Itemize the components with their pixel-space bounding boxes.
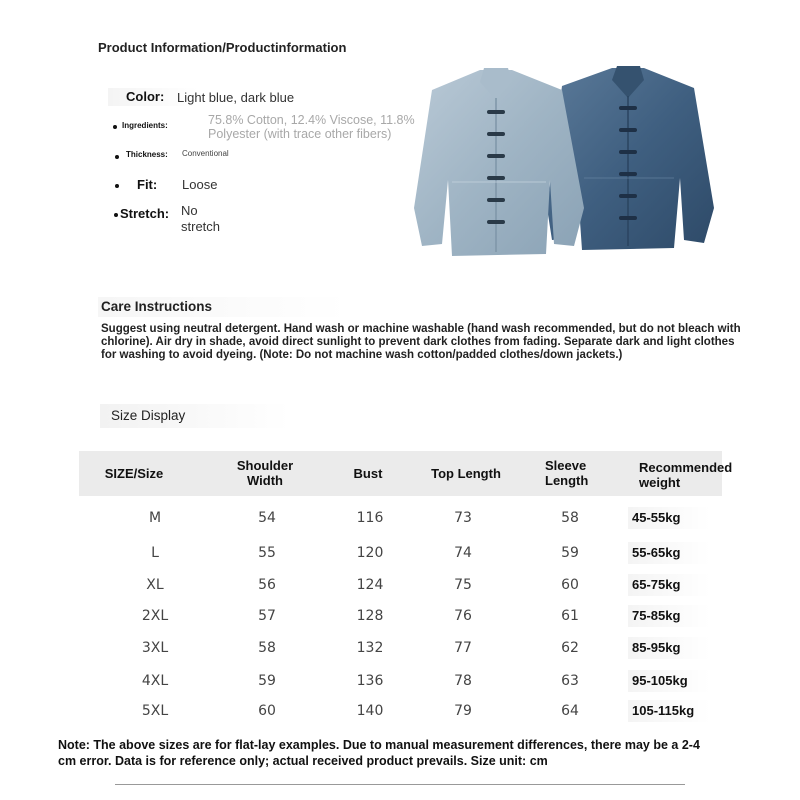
cell-length: 79: [454, 703, 472, 719]
cell-size: 4XL: [141, 673, 169, 689]
color-value: Light blue, dark blue: [177, 90, 295, 105]
care-title: Care Instructions: [101, 299, 213, 314]
cell-bust: 128: [356, 608, 384, 624]
cell-bust: 124: [356, 577, 384, 593]
cell-sleeve: 64: [561, 703, 579, 719]
ingredients-label: Ingredients:: [122, 121, 168, 130]
header-sleeve-line1: Sleeve: [545, 458, 587, 473]
thickness-bullet: [115, 155, 119, 159]
cell-sleeve: 59: [561, 545, 579, 561]
cell-weight: 105-115kg: [632, 703, 695, 718]
color-label: Color:: [126, 89, 165, 104]
header-shoulder: [225, 458, 305, 488]
cell-sleeve: 58: [561, 510, 579, 526]
size-display-title: Size Display: [111, 408, 186, 423]
cell-size: 2XL: [141, 608, 169, 624]
stretch-label: Stretch:: [120, 206, 170, 221]
cell-shoulder: 54: [258, 510, 276, 526]
product-info-title: Product Information/Productinformation: [98, 40, 347, 55]
cell-shoulder: 60: [258, 703, 276, 719]
cell-weight: 55-65kg: [632, 545, 681, 560]
note-block: [58, 737, 778, 769]
cell-bust: 136: [356, 673, 384, 689]
cell-shoulder: 57: [258, 608, 276, 624]
cell-bust: 120: [356, 545, 384, 561]
cell-bust: 140: [356, 703, 384, 719]
cell-length: 78: [454, 673, 472, 689]
cell-bust: 116: [356, 510, 384, 526]
stretch-value-2: stretch: [181, 219, 221, 234]
header-bust: Bust: [353, 466, 383, 481]
cell-weight: 75-85kg: [632, 608, 681, 623]
cell-size: XL: [146, 577, 164, 593]
cell-size: 3XL: [141, 640, 169, 656]
fit-value: Loose: [182, 177, 218, 192]
fit-bullet: [115, 184, 119, 188]
header-sleeve-line2: Length: [545, 473, 589, 488]
cell-shoulder: 55: [258, 545, 276, 561]
thickness-label: Thickness:: [126, 150, 168, 159]
cell-shoulder: 56: [258, 577, 276, 593]
stretch-bullet: [114, 213, 118, 217]
header-size: SIZE/Size: [104, 466, 164, 481]
header-shoulder-line1: Shoulder: [236, 458, 294, 473]
ingredients-value: 75.8% Cotton, 12.4% Viscose, 11.8% Polyester (with trace other fibers): [208, 113, 415, 141]
cell-sleeve: 63: [561, 673, 579, 689]
ingredients-bullet: [113, 125, 117, 129]
header-weight-line2: weight: [639, 475, 681, 490]
fit-row: [137, 177, 157, 192]
care-line-1: Suggest using neutral detergent. Hand wash or machine washable (hand wash recommended, but do not bleach with: [101, 323, 741, 335]
color-row: [126, 89, 164, 104]
cell-length: 77: [454, 640, 472, 656]
cell-sleeve: 62: [561, 640, 579, 656]
cell-length: 73: [454, 510, 472, 526]
care-line-3: for washing to avoid dyeing. (Note: Do not machine wash cotton/padded clothes/down jackets.): [101, 349, 623, 361]
stretch-row: [120, 206, 169, 221]
thickness-value: Conventional: [182, 149, 229, 158]
cell-weight: 85-95kg: [632, 640, 681, 655]
cell-size: 5XL: [141, 703, 169, 719]
product-photo: [412, 58, 722, 268]
fit-label: Fit:: [137, 177, 158, 192]
ingredients-row: [122, 121, 168, 130]
cell-length: 74: [454, 545, 472, 561]
care-text-block: [101, 323, 781, 362]
cell-shoulder: 59: [258, 673, 276, 689]
header-top-length: Top Length: [431, 466, 501, 481]
care-line-2: chlorine). Air dry in shade, avoid direct sunlight to prevent dark clothes from fading. Separate dark and light clothes: [101, 336, 735, 348]
cell-weight: 95-105kg: [632, 673, 688, 688]
header-shoulder-line2: Width: [247, 473, 283, 488]
cell-bust: 132: [356, 640, 384, 656]
header-sleeve: [530, 458, 620, 488]
header-weight-line1: Recommended: [639, 460, 733, 475]
light-jacket-icon: [414, 68, 584, 256]
cell-weight: 65-75kg: [632, 577, 681, 592]
thickness-row: [126, 150, 168, 159]
cell-shoulder: 58: [258, 640, 276, 656]
bottom-divider: [115, 784, 685, 785]
note-line-1: Note: The above sizes are for flat-lay examples. Due to manual measurement differences, there may be a 2-4: [58, 738, 700, 752]
stretch-value-1: No: [181, 203, 198, 218]
note-line-2: cm error. Data is for reference only; actual received product prevails. Size unit: cm: [58, 754, 548, 768]
cell-weight: 45-55kg: [632, 510, 681, 525]
header-weight: [639, 460, 739, 490]
cell-sleeve: 61: [561, 608, 579, 624]
cell-length: 75: [454, 577, 472, 593]
cell-size: L: [151, 545, 159, 561]
cell-sleeve: 60: [561, 577, 579, 593]
cell-length: 76: [454, 608, 472, 624]
cell-size: M: [148, 510, 162, 526]
size-table-header: [79, 451, 722, 496]
